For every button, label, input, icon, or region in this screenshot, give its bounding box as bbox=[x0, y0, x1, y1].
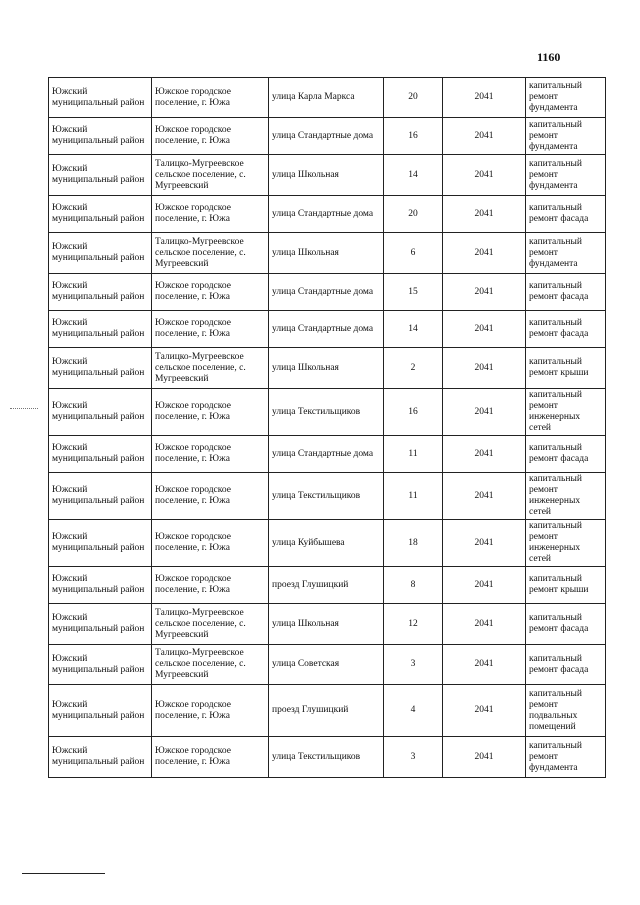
street-cell: улица Школьная bbox=[269, 233, 384, 274]
table-row bbox=[49, 567, 606, 604]
house-number-cell: 16 bbox=[384, 389, 443, 436]
street-cell: улица Стандартные дома bbox=[269, 436, 384, 473]
district-cell: Южский муниципальный район bbox=[49, 118, 152, 155]
year-cell: 2041 bbox=[443, 274, 526, 311]
table-body bbox=[49, 78, 606, 778]
street-cell: улица Школьная bbox=[269, 155, 384, 196]
settlement-cell: Южское городское поселение, г. Южа bbox=[152, 196, 269, 233]
table-row bbox=[49, 685, 606, 737]
year-cell: 2041 bbox=[443, 520, 526, 567]
street-cell: улица Текстильщиков bbox=[269, 737, 384, 778]
street-cell: улица Школьная bbox=[269, 604, 384, 645]
settlement-cell: Южское городское поселение, г. Южа bbox=[152, 389, 269, 436]
work-type-cell: капитальный ремонт фасада bbox=[526, 436, 606, 473]
district-cell: Южский муниципальный район bbox=[49, 645, 152, 685]
street-cell: улица Школьная bbox=[269, 348, 384, 389]
year-cell: 2041 bbox=[443, 685, 526, 737]
settlement-cell: Южское городское поселение, г. Южа bbox=[152, 737, 269, 778]
table-row bbox=[49, 348, 606, 389]
page-number: 1160 bbox=[537, 50, 561, 64]
house-number-cell: 20 bbox=[384, 78, 443, 118]
house-number-cell: 20 bbox=[384, 196, 443, 233]
repair-schedule-table bbox=[48, 77, 606, 778]
settlement-cell: Южское городское поселение, г. Южа bbox=[152, 118, 269, 155]
district-cell: Южский муниципальный район bbox=[49, 233, 152, 274]
settlement-cell: Южское городское поселение, г. Южа bbox=[152, 473, 269, 520]
house-number-cell: 14 bbox=[384, 155, 443, 196]
year-cell: 2041 bbox=[443, 436, 526, 473]
table-row bbox=[49, 389, 606, 436]
table-row bbox=[49, 155, 606, 196]
street-cell: улица Стандартные дома bbox=[269, 274, 384, 311]
footnote-separator bbox=[22, 873, 105, 874]
work-type-cell: капитальный ремонт фасада bbox=[526, 645, 606, 685]
district-cell: Южский муниципальный район bbox=[49, 604, 152, 645]
street-cell: улица Карла Маркса bbox=[269, 78, 384, 118]
house-number-cell: 6 bbox=[384, 233, 443, 274]
house-number-cell: 11 bbox=[384, 473, 443, 520]
work-type-cell: капитальный ремонт подвальных помещений bbox=[526, 685, 606, 737]
settlement-cell: Южское городское поселение, г. Южа bbox=[152, 274, 269, 311]
work-type-cell: капитальный ремонт фасада bbox=[526, 196, 606, 233]
work-type-cell: капитальный ремонт инженерных сетей bbox=[526, 473, 606, 520]
table-row bbox=[49, 196, 606, 233]
table-row bbox=[49, 274, 606, 311]
settlement-cell: Талицко-Мугреевское сельское поселение, с. Мугреевский bbox=[152, 348, 269, 389]
year-cell: 2041 bbox=[443, 348, 526, 389]
table-row bbox=[49, 604, 606, 645]
table-row bbox=[49, 118, 606, 155]
street-cell: улица Стандартные дома bbox=[269, 311, 384, 348]
table-row bbox=[49, 311, 606, 348]
district-cell: Южский муниципальный район bbox=[49, 389, 152, 436]
work-type-cell: капитальный ремонт крыши bbox=[526, 567, 606, 604]
work-type-cell: капитальный ремонт фасада bbox=[526, 311, 606, 348]
settlement-cell: Южское городское поселение, г. Южа bbox=[152, 567, 269, 604]
house-number-cell: 12 bbox=[384, 604, 443, 645]
work-type-cell: капитальный ремонт инженерных сетей bbox=[526, 389, 606, 436]
district-cell: Южский муниципальный район bbox=[49, 78, 152, 118]
house-number-cell: 11 bbox=[384, 436, 443, 473]
street-cell: улица Стандартные дома bbox=[269, 118, 384, 155]
margin-dotted-mark bbox=[10, 408, 38, 409]
work-type-cell: капитальный ремонт крыши bbox=[526, 348, 606, 389]
year-cell: 2041 bbox=[443, 78, 526, 118]
district-cell: Южский муниципальный район bbox=[49, 311, 152, 348]
year-cell: 2041 bbox=[443, 645, 526, 685]
work-type-cell: капитальный ремонт фундамента bbox=[526, 78, 606, 118]
district-cell: Южский муниципальный район bbox=[49, 155, 152, 196]
settlement-cell: Южское городское поселение, г. Южа bbox=[152, 78, 269, 118]
district-cell: Южский муниципальный район bbox=[49, 737, 152, 778]
work-type-cell: капитальный ремонт фундамента bbox=[526, 233, 606, 274]
settlement-cell: Талицко-Мугреевское сельское поселение, с. Мугреевский bbox=[152, 233, 269, 274]
work-type-cell: капитальный ремонт фасада bbox=[526, 604, 606, 645]
district-cell: Южский муниципальный район bbox=[49, 274, 152, 311]
district-cell: Южский муниципальный район bbox=[49, 567, 152, 604]
settlement-cell: Талицко-Мугреевское сельское поселение, с. Мугреевский bbox=[152, 604, 269, 645]
district-cell: Южский муниципальный район bbox=[49, 436, 152, 473]
table-row bbox=[49, 436, 606, 473]
street-cell: улица Текстильщиков bbox=[269, 389, 384, 436]
table-row bbox=[49, 78, 606, 118]
table-row bbox=[49, 645, 606, 685]
settlement-cell: Южское городское поселение, г. Южа bbox=[152, 685, 269, 737]
year-cell: 2041 bbox=[443, 567, 526, 604]
street-cell: улица Стандартные дома bbox=[269, 196, 384, 233]
year-cell: 2041 bbox=[443, 737, 526, 778]
table-row bbox=[49, 520, 606, 567]
year-cell: 2041 bbox=[443, 196, 526, 233]
settlement-cell: Талицко-Мугреевское сельское поселение, с. Мугреевский bbox=[152, 645, 269, 685]
house-number-cell: 2 bbox=[384, 348, 443, 389]
street-cell: проезд Глушицкий bbox=[269, 685, 384, 737]
settlement-cell: Южское городское поселение, г. Южа bbox=[152, 436, 269, 473]
year-cell: 2041 bbox=[443, 118, 526, 155]
house-number-cell: 14 bbox=[384, 311, 443, 348]
district-cell: Южский муниципальный район bbox=[49, 473, 152, 520]
work-type-cell: капитальный ремонт фундамента bbox=[526, 118, 606, 155]
year-cell: 2041 bbox=[443, 233, 526, 274]
year-cell: 2041 bbox=[443, 311, 526, 348]
house-number-cell: 18 bbox=[384, 520, 443, 567]
work-type-cell: капитальный ремонт инженерных сетей bbox=[526, 520, 606, 567]
house-number-cell: 3 bbox=[384, 737, 443, 778]
table-row bbox=[49, 473, 606, 520]
district-cell: Южский муниципальный район bbox=[49, 520, 152, 567]
district-cell: Южский муниципальный район bbox=[49, 196, 152, 233]
year-cell: 2041 bbox=[443, 155, 526, 196]
house-number-cell: 16 bbox=[384, 118, 443, 155]
work-type-cell: капитальный ремонт фундамента bbox=[526, 737, 606, 778]
year-cell: 2041 bbox=[443, 604, 526, 645]
year-cell: 2041 bbox=[443, 473, 526, 520]
work-type-cell: капитальный ремонт фасада bbox=[526, 274, 606, 311]
house-number-cell: 8 bbox=[384, 567, 443, 604]
district-cell: Южский муниципальный район bbox=[49, 348, 152, 389]
district-cell: Южский муниципальный район bbox=[49, 685, 152, 737]
street-cell: улица Текстильщиков bbox=[269, 473, 384, 520]
settlement-cell: Южское городское поселение, г. Южа bbox=[152, 520, 269, 567]
house-number-cell: 15 bbox=[384, 274, 443, 311]
street-cell: улица Куйбышева bbox=[269, 520, 384, 567]
settlement-cell: Талицко-Мугреевское сельское поселение, с. Мугреевский bbox=[152, 155, 269, 196]
table-row bbox=[49, 233, 606, 274]
table-row bbox=[49, 737, 606, 778]
street-cell: проезд Глушицкий bbox=[269, 567, 384, 604]
house-number-cell: 3 bbox=[384, 645, 443, 685]
settlement-cell: Южское городское поселение, г. Южа bbox=[152, 311, 269, 348]
street-cell: улица Советская bbox=[269, 645, 384, 685]
house-number-cell: 4 bbox=[384, 685, 443, 737]
year-cell: 2041 bbox=[443, 389, 526, 436]
work-type-cell: капитальный ремонт фундамента bbox=[526, 155, 606, 196]
